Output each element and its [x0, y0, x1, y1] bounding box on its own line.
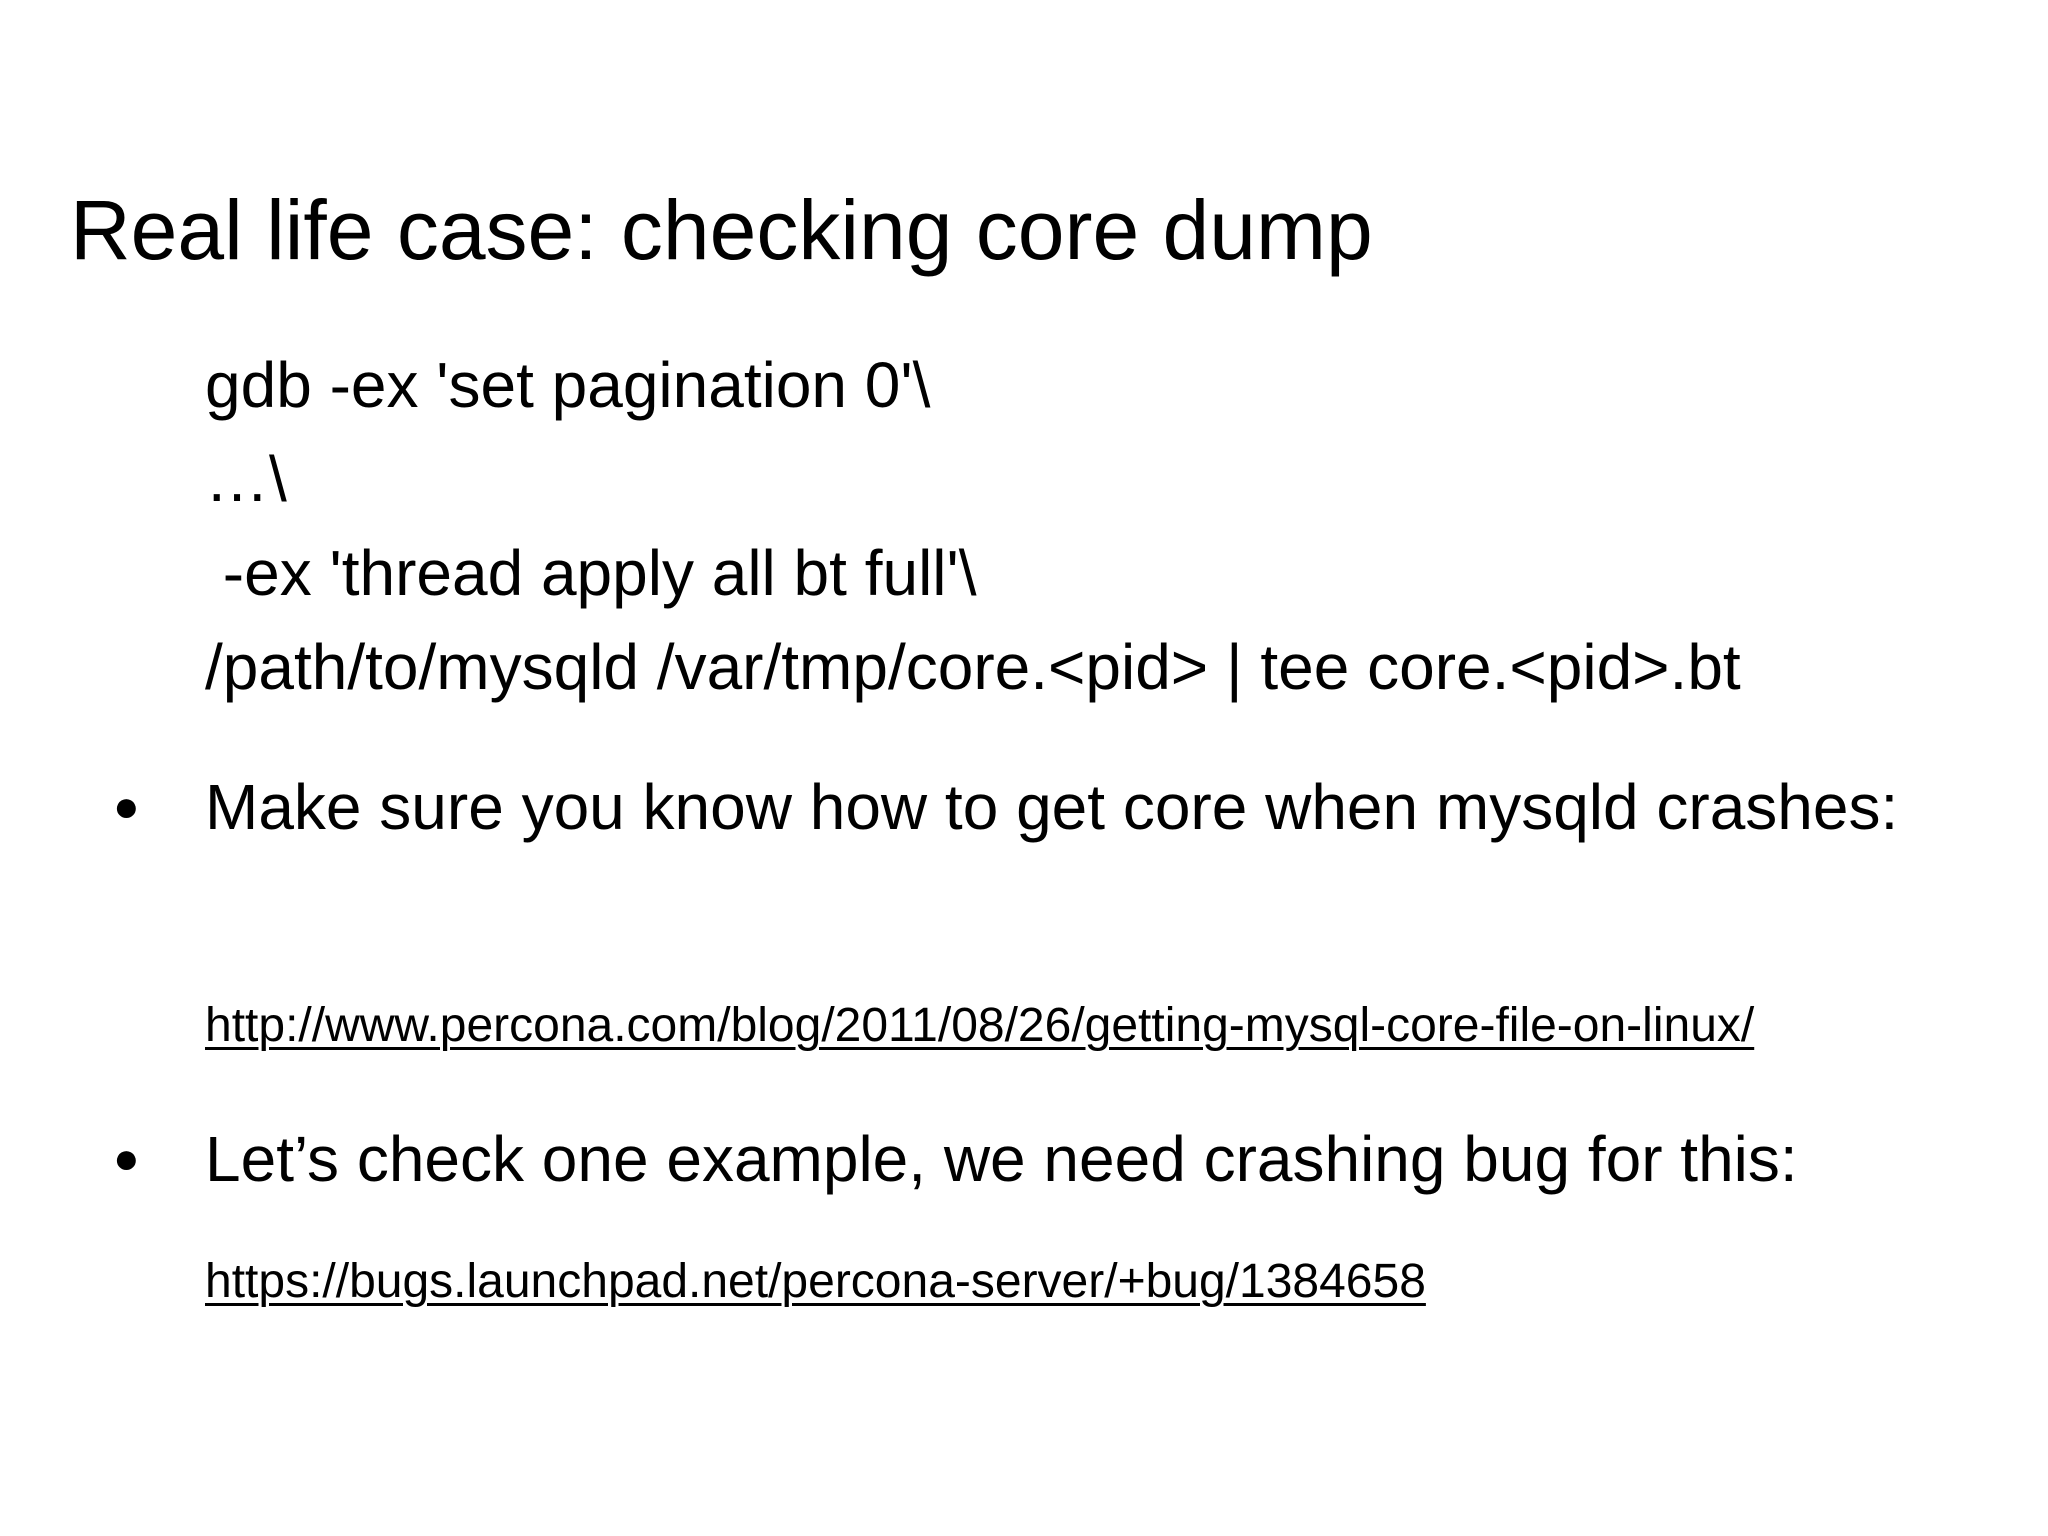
code-line: /path/to/mysqld /var/tmp/core.<pid> | tee core.<pid>.bt	[205, 631, 1741, 703]
bullet-text: Make sure you know how to get core when mysqld crashes:	[205, 771, 1899, 843]
bullet-example	[113, 1112, 2005, 1206]
code-line: …\	[205, 443, 287, 515]
slide-title: Real life case: checking core dump	[70, 183, 1373, 277]
bullet-core-howto	[113, 760, 2005, 854]
bullet-dot-icon: ●	[113, 782, 140, 831]
percona-blog-link[interactable]: http://www.percona.com/blog/2011/08/26/getting-mysql-core-file-on-linux/	[205, 999, 1755, 1052]
launchpad-bug-link[interactable]: https://bugs.launchpad.net/percona-server/+bug/1384658	[205, 1255, 1426, 1308]
bullet-text: Let’s check one example, we need crashing bug for this:	[205, 1123, 1798, 1195]
code-line: gdb -ex 'set pagination 0'\	[205, 349, 931, 421]
code-line: -ex 'thread apply all bt full'\	[205, 537, 977, 609]
gdb-command-block	[205, 338, 1741, 714]
bullet-dot-icon: ●	[113, 1134, 140, 1183]
